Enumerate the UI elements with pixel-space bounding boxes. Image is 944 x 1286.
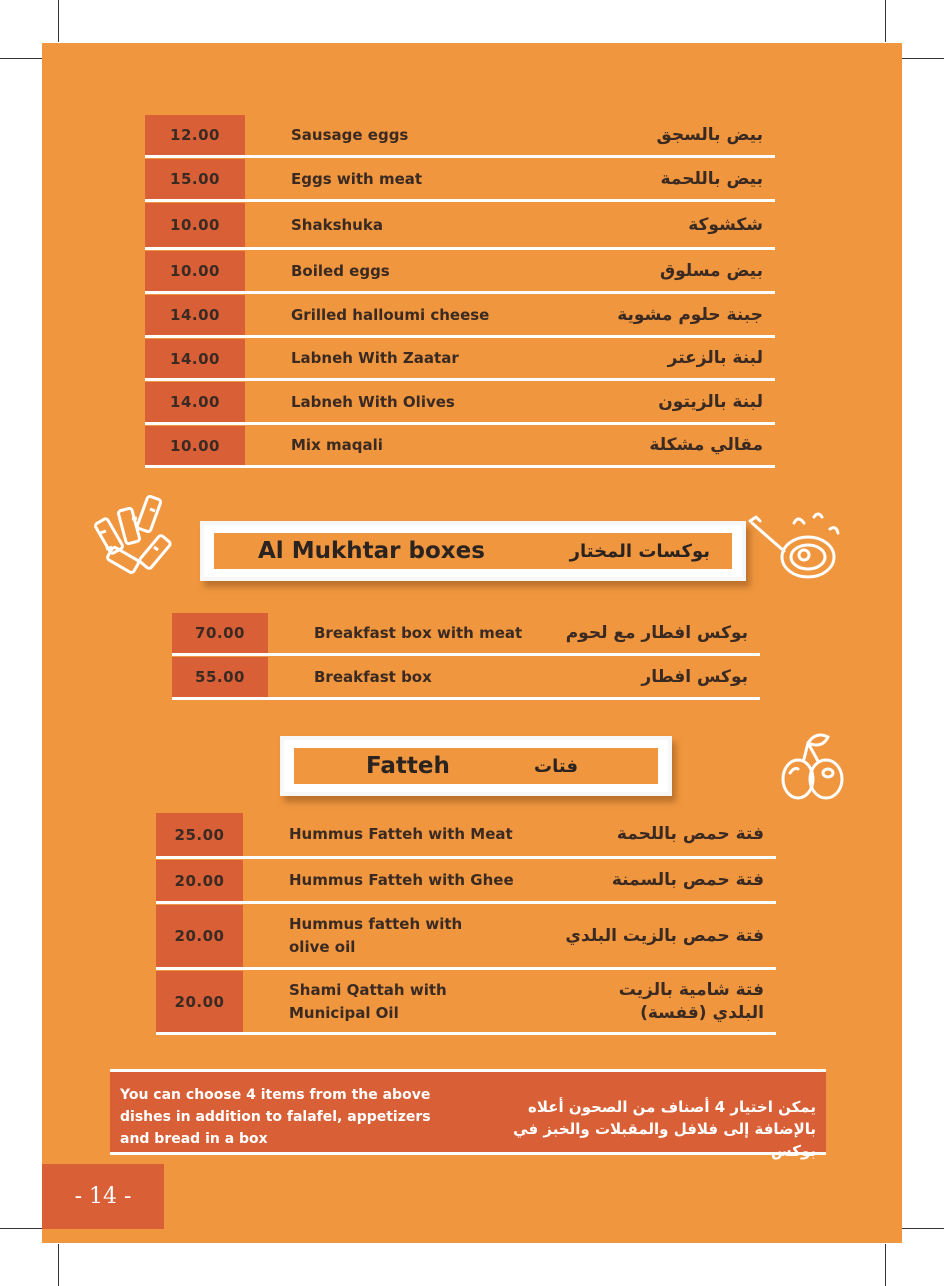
item-name-ar: جبنة حلوم مشوية bbox=[617, 304, 763, 325]
item-name-en: Labneh With Zaatar bbox=[291, 349, 459, 367]
item-name-ar: بيض باللحمة bbox=[660, 168, 763, 189]
menu-row bbox=[172, 613, 760, 656]
item-name-en: Hummus Fatteh with Meat bbox=[289, 825, 513, 843]
crop-mark bbox=[902, 58, 944, 59]
item-price: 10.00 bbox=[145, 251, 245, 291]
item-name-ar: لبنة بالزيتون bbox=[658, 391, 763, 412]
item-price: 15.00 bbox=[145, 159, 245, 199]
item-name-ar: بوكس افطار bbox=[641, 666, 748, 687]
item-name-ar: بوكس افطار مع لحوم bbox=[565, 622, 748, 643]
menu-row bbox=[156, 971, 776, 1035]
item-name-en: Breakfast box with meat bbox=[314, 623, 523, 642]
olives-icon bbox=[778, 729, 850, 809]
crop-mark bbox=[0, 58, 42, 59]
item-price: 70.00 bbox=[172, 613, 268, 653]
item-name-ar: فتة شامية بالزيت البلدي (قفسة) bbox=[618, 979, 764, 1023]
menu-row bbox=[145, 159, 775, 202]
crop-mark bbox=[902, 1228, 944, 1229]
boxes-title-en: Al Mukhtar boxes bbox=[258, 538, 485, 564]
item-name-en: Hummus fatteh with olive oil bbox=[289, 915, 463, 956]
box-note bbox=[110, 1069, 826, 1160]
item-name-en: Mix maqali bbox=[291, 436, 383, 454]
item-name-ar: فتة حمص بالزيت البلدي bbox=[565, 925, 764, 946]
menu-row bbox=[145, 382, 775, 425]
item-name-ar: فتة حمص باللحمة bbox=[616, 824, 764, 844]
item-price: 20.00 bbox=[156, 905, 243, 967]
fatteh-menu-table bbox=[156, 813, 776, 1037]
item-price: 20.00 bbox=[156, 971, 243, 1032]
item-price: 10.00 bbox=[145, 426, 245, 465]
item-name-en: Breakfast box bbox=[314, 667, 432, 686]
item-price: 20.00 bbox=[156, 860, 243, 901]
item-name-en: Eggs with meat bbox=[291, 169, 423, 188]
item-price: 14.00 bbox=[145, 382, 245, 422]
boxes-menu-table bbox=[172, 613, 760, 701]
crop-mark bbox=[0, 1228, 42, 1229]
menu-row bbox=[145, 203, 775, 250]
item-name-ar: مقالي مشكلة bbox=[649, 435, 763, 455]
item-price: 55.00 bbox=[172, 657, 268, 697]
menu-row bbox=[145, 251, 775, 294]
fatteh-section-banner bbox=[280, 736, 672, 796]
menu-row bbox=[156, 813, 776, 859]
boxes-section-banner bbox=[200, 521, 746, 581]
item-name-ar: بيض بالسجق bbox=[656, 124, 763, 145]
item-price: 14.00 bbox=[145, 295, 245, 335]
box-note-ar: يمكن اختيار 4 أصناف من الصحون أعلاه بالإضافة إلى فلافل والمقبلات والخبز في بوكس bbox=[513, 1098, 816, 1160]
item-price: 10.00 bbox=[145, 203, 245, 247]
eggs-menu-table bbox=[145, 115, 775, 467]
fries-icon bbox=[92, 489, 184, 581]
menu-row bbox=[145, 115, 775, 158]
menu-row bbox=[172, 657, 760, 700]
menu-row bbox=[145, 339, 775, 381]
item-name-en: Shami Qattah with Municipal Oil bbox=[289, 980, 447, 1022]
fatteh-title-ar: فتات bbox=[534, 755, 578, 777]
item-price: 14.00 bbox=[145, 339, 245, 378]
crop-mark bbox=[58, 1244, 59, 1286]
item-name-ar: لبنة بالزعتر bbox=[667, 348, 763, 368]
item-name-en: Hummus Fatteh with Ghee bbox=[289, 871, 514, 889]
menu-row bbox=[156, 905, 776, 970]
menu-row bbox=[145, 295, 775, 338]
item-name-ar: شكشوكة bbox=[688, 214, 763, 235]
menu-row bbox=[145, 426, 775, 468]
boxes-title-ar: بوكسات المختار bbox=[569, 540, 710, 562]
item-name-en: Boiled eggs bbox=[291, 261, 390, 280]
item-name-ar: فتة حمص بالسمنة bbox=[611, 870, 764, 890]
fatteh-title-en: Fatteh bbox=[366, 753, 450, 779]
menu-row bbox=[156, 860, 776, 904]
menu-page bbox=[42, 43, 902, 1243]
item-name-en: Grilled halloumi cheese bbox=[291, 305, 490, 324]
frying-pan-icon bbox=[746, 511, 846, 591]
item-price: 12.00 bbox=[145, 115, 245, 155]
item-name-en: Shakshuka bbox=[291, 215, 383, 234]
crop-mark bbox=[885, 0, 886, 42]
item-name-en: Sausage eggs bbox=[291, 125, 409, 144]
item-name-en: Labneh With Olives bbox=[291, 392, 455, 411]
box-note-en: You can choose 4 items from the above dishes in addition to falafel, appetizers and bread in a box bbox=[120, 1087, 431, 1147]
item-price: 25.00 bbox=[156, 813, 243, 856]
crop-mark bbox=[885, 1244, 886, 1286]
crop-mark bbox=[58, 0, 59, 42]
item-name-ar: بيض مسلوق bbox=[659, 260, 763, 281]
page-number: - 14 - bbox=[42, 1164, 164, 1229]
